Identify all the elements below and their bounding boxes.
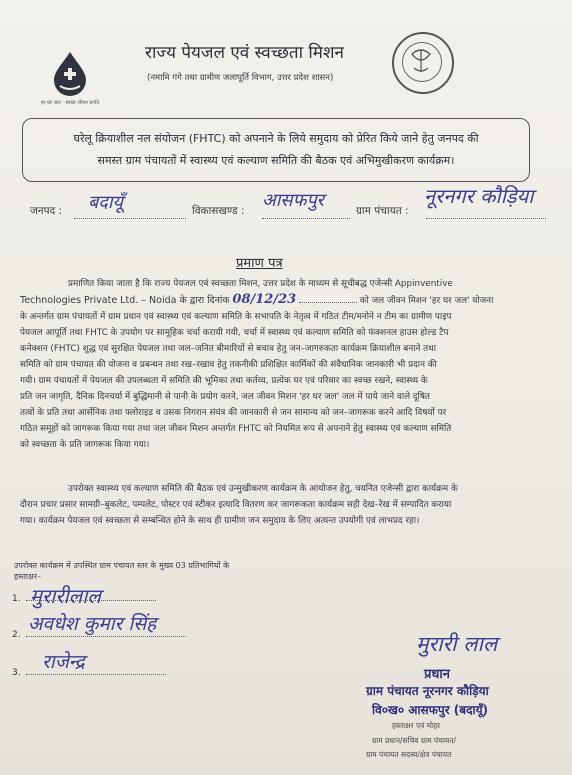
para1-line bbox=[20, 292, 555, 309]
stamp-designation: प्रधान bbox=[424, 667, 450, 682]
para1-line: को स्वच्छता के प्रति जागरूक किया गया। bbox=[20, 440, 150, 450]
banner-line-2: समस्त ग्राम पंचायतों में स्वास्थ्य एवं कल्याण समिति की बैठक एवं अभिमुखीकरण कार्यक्रम। bbox=[97, 154, 455, 167]
program-date: 08/12/23 bbox=[232, 292, 297, 307]
agency-text: Technologies Private Ltd. – Noida के द्वारा दिनांक bbox=[20, 295, 230, 306]
certificate-title: प्रमाण पत्र bbox=[236, 256, 283, 271]
certificate-paragraph-1 bbox=[20, 276, 555, 453]
pradhan-signature: मुरारी लाल bbox=[416, 632, 498, 656]
signature-intro bbox=[14, 560, 229, 582]
mission-subtitle: (नमामि गंगे तथा ग्रामीण जलापूर्ति विभाग, उत्तर प्रदेश शासन) bbox=[147, 73, 334, 83]
date-suffix-text: को जल जीवन मिशन 'हर घर जल' योजना bbox=[359, 296, 494, 306]
stamp-line-1: ग्राम पंचायत नूरनगर कौड़िया bbox=[366, 684, 489, 698]
mission-title: राज्य पेयजल एवं स्वच्छता मिशन bbox=[145, 43, 344, 63]
para2-line: गया। कार्यक्रम पेयजल एवं स्वच्छता से सम्बन्धित होने के साथ ही ग्रामीण जन समुदाय के लिए अत्यन्त उपयोगी एवं लाभप्रद रहा। bbox=[20, 516, 420, 526]
stamp-line-2: वि०ख० आसफपुर (बदायूँ) bbox=[372, 703, 489, 717]
program-banner bbox=[22, 118, 530, 182]
para2-line: दौरान प्रचार प्रसार सामग्री–बुकलेट, पम्पलेट, पोस्टर एवं स्टीकर इत्यादि वितरण कर जागरूकता कार्यक्रम सही देख–रेख में सम्पादित कराया bbox=[20, 500, 452, 510]
block-label: विकासखण्ड : bbox=[192, 205, 245, 217]
panchayat-label: ग्राम पंचायत : bbox=[356, 205, 409, 217]
logo-caption: हर घर जल · स्वच्छ जीवन प्रगति bbox=[40, 100, 100, 106]
participant-signature: राजेन्द्र bbox=[42, 651, 85, 673]
district-label: जनपद : bbox=[30, 205, 63, 217]
para1-line: प्रमाणित किया जाता है कि राज्य पेयजल एवं स्वच्छता मिशन, उत्तर प्रदेश के माध्यम से सूचीबद्ध एजेन्सी Appinventive bbox=[68, 279, 453, 289]
jal-jeevan-logo bbox=[40, 48, 100, 110]
panchayat-value: नूरनगर कौड़िया bbox=[424, 184, 534, 208]
para1-line: गयी। ग्राम पंचायतों में पेयजल की उपलब्धता में समिति की भूमिका तथा कर्तव्य, प्रत्येक घर एवं परिवार का स्वच्छ रखने, स्वास्थ्य के bbox=[20, 376, 428, 386]
banner-line-1: घरेलू क्रियाशील नल संयोजन (FHTC) को अपनाने के लिये समुदाय को प्रेरित किये जाने हेतु जनपद की bbox=[73, 132, 479, 145]
signature-number: 2. bbox=[12, 630, 21, 640]
para1-line: के अन्तर्गत ग्राम पंचायतों में ग्राम प्रधान एवं स्वास्थ्य एवं कल्याण समिति के सभापति के नेतृत्व में गठित टीम/मनोने न टीम का ग्रामीण पाइप bbox=[20, 312, 452, 322]
stamp-footer-1: ग्राम प्रधान/सचिव ग्राम पंचायत/ bbox=[372, 736, 457, 745]
stamp-footer-2: ग्राम पंचायत सदस्य/क्षेत्र पंचायत bbox=[366, 750, 452, 759]
para1-line: तत्वों के प्रति तथा आर्सेनिक तथा फ्लोराइड व उसक निगरान संयंत्र की जानकारी से जन सामान्य को जन–जागरूक करने आदि विषयों पर bbox=[20, 408, 447, 418]
sign-caption: हस्ताक्षर एवं मोहर bbox=[392, 721, 441, 730]
participant-signature-row bbox=[12, 660, 166, 679]
para1-line: प्रति जन जागृति, दैनिक दिनचर्या में बुद्धिमानी से पानी के प्रयोग करने, जल जीवन मिशन 'हर घर जल' जल में पाये जाने वाले दूषित bbox=[20, 392, 430, 402]
signature-number: 1. bbox=[12, 594, 21, 604]
block-value: आसफपुर bbox=[262, 190, 325, 211]
para2-line: उपरोक्त स्वास्थ्य एवं कल्याण समिति की बैठक एवं उन्मुखीकरण कार्यक्रम के आयोजन हेतु, चयनित एजेन्सी द्वारा कार्यक्रम के bbox=[68, 484, 458, 494]
para1-line: गठित समूहों को जागरूक किया गया तथा जल जीवन मिशन अन्तर्गत FHTC को नियमित रूप से अपनाने हेतु स्वास्थ्य एवं कल्याण समिति bbox=[20, 424, 452, 434]
district-value: बदायूँ bbox=[88, 192, 123, 213]
para1-line: पेयजल आपूर्ति तथा FHTC के उपयोग पर सामूहिक चर्चा करायी गयी, चर्चा में स्वास्थ्य एवं कल्याण समिति को फंक्शनल हाउस होल्ड टैप bbox=[20, 328, 449, 338]
participant-signature: मुरारीलाल bbox=[30, 584, 101, 608]
certificate-paragraph-2 bbox=[20, 481, 555, 529]
para1-line: समिति को ग्राम पंचायत की योजना व प्रबन्धन तथा रख–रखाव हेतु तकनीकी प्रशिक्षित कार्मिकों की संवैधानिक जानकारी भी प्रदान की bbox=[20, 360, 437, 370]
para1-line: कनेक्शन (FHTC) शुद्ध एवं सुरक्षित पेयजल तथा जल–जनित बीमारियों से बचाव हेतु जन–जागरुकता कार्यक्रम क्रियाशील बनाने तथा bbox=[20, 344, 437, 354]
up-government-seal bbox=[392, 32, 454, 94]
signature-number: 3. bbox=[12, 668, 21, 678]
signature-intro-line: उपरोक्त कार्यक्रम में उपस्थित ग्राम पंचायत स्तर के मुख्य 03 प्रतिभागियों के bbox=[14, 561, 230, 570]
signature-intro-line: हस्ताक्षर– bbox=[14, 572, 41, 581]
participant-signature: अवधेश कुमार सिंह bbox=[28, 613, 157, 635]
